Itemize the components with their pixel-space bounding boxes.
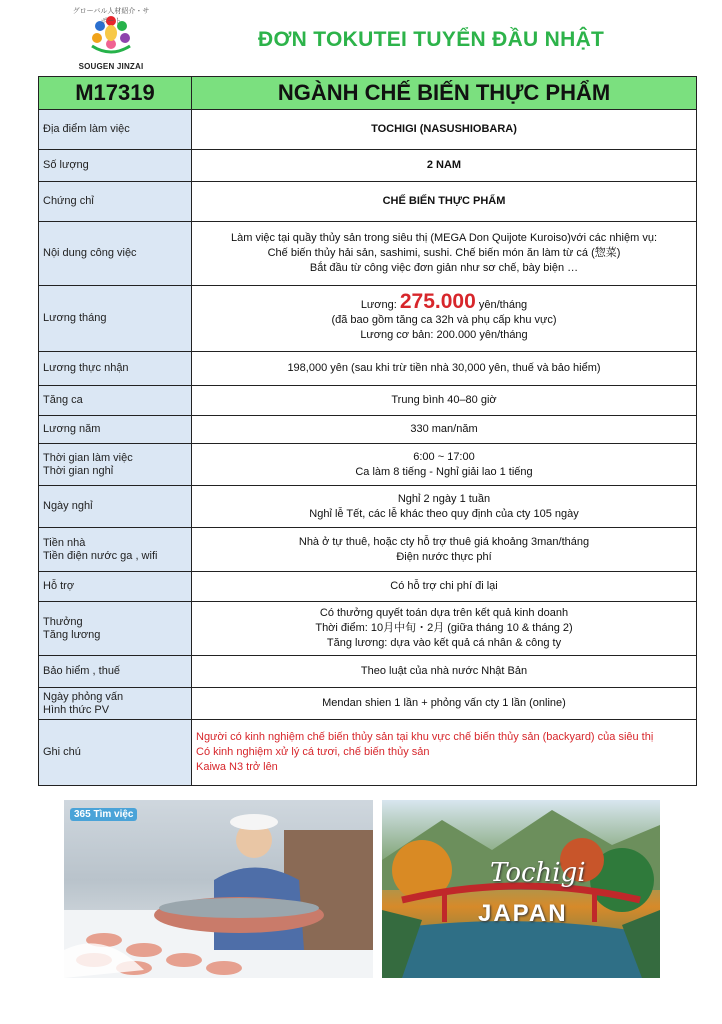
row-label: Hỗ trợ (39, 572, 192, 602)
row-label: Tăng ca (39, 386, 192, 416)
table-row (39, 286, 697, 352)
row-label (39, 528, 192, 572)
monthly-salary-value (192, 286, 697, 352)
notes-line: Có kinh nghiệm xử lý cá tươi, chế biến thủy sản (196, 746, 430, 758)
row-label: Nội dung công việc (39, 222, 192, 286)
table-row (39, 486, 697, 528)
annual-salary-value: 330 man/năm (192, 416, 697, 444)
japan-caption: JAPAN (478, 900, 568, 927)
table-row (39, 222, 697, 286)
salary-prefix: Lương: (360, 299, 397, 311)
logo-text: SOUGEN JINZAI (78, 62, 144, 71)
tochigi-bridge-illustration (382, 800, 660, 978)
table-row (39, 528, 697, 572)
location-value: TOCHIGI (NASUSHIOBARA) (192, 110, 697, 150)
housing-line: Nhà ở tự thuê, hoặc cty hỗ trợ thuê giá khoảng 3man/tháng (298, 535, 590, 548)
row-label-line: Ngày phỏng vấn (43, 690, 124, 703)
job-content-value (192, 222, 697, 286)
salary-suffix: yên/tháng (478, 299, 528, 311)
brand-tag: 365 Tìm việc (70, 808, 137, 821)
notes-line: Kaiwa N3 trở lên (196, 761, 278, 773)
table-row (39, 572, 697, 602)
tochigi-caption: Tochigi (490, 858, 586, 888)
row-label: Lương tháng (39, 286, 192, 352)
table-row (39, 602, 697, 656)
fish-worker-photo (64, 800, 373, 978)
overtime-value: Trung bình 40–80 giờ (192, 386, 697, 416)
row-label: Ghi chú (39, 720, 192, 786)
work-time-value (192, 444, 697, 486)
job-info-table (38, 76, 697, 786)
row-label-line: Hình thức PV (43, 703, 110, 716)
logo-arc-text: グローバル人材紹介・サポート (72, 8, 150, 25)
row-label-line: Tăng lương (43, 628, 101, 641)
row-label: Địa điểm làm việc (39, 110, 192, 150)
page-header (0, 0, 722, 76)
row-label (39, 444, 192, 486)
table-header-row (39, 77, 697, 110)
table-row (39, 110, 697, 150)
base-salary-note: Lương cơ bản: 200.000 yên/tháng (360, 329, 528, 341)
holidays-line: Nghỉ 2 ngày 1 tuần (397, 492, 491, 505)
net-salary-value: 198,000 yên (sau khi trừ tiền nhà 30,000 yên, thuế và bảo hiểm) (192, 352, 697, 386)
housing-line: Điện nước thực phí (396, 550, 492, 563)
job-code: M17319 (39, 77, 192, 110)
certificate-value: CHẾ BIẾN THỰC PHẨM (192, 182, 697, 222)
job-content-line: Làm việc tại quầy thủy sản trong siêu thị (MEGA Don Quijote Kuroiso)với các nhiệm vụ: (230, 232, 658, 244)
bonus-line: Tăng lương: dựa vào kết quả cá nhân & công ty (326, 637, 562, 649)
industry-title: NGÀNH CHẾ BIẾN THỰC PHẨM (192, 77, 697, 110)
row-label-line: Thời gian nghỉ (43, 464, 114, 477)
table-row (39, 720, 697, 786)
row-label: Ngày nghỉ (39, 486, 192, 528)
housing-value (192, 528, 697, 572)
table-row (39, 416, 697, 444)
row-label-line: Thời gian làm việc (43, 451, 133, 464)
insurance-value: Theo luật của nhà nước Nhật Bản (192, 656, 697, 688)
bonus-line: Thời điểm: 10月中旬・2月 (giữa tháng 10 & tháng 2) (315, 622, 573, 634)
notes-line: Người có kinh nghiệm chế biến thủy sản tại khu vực chế biến thủy sản (backyard) của siêu thị (196, 731, 654, 743)
table-row (39, 386, 697, 416)
holidays-value (192, 486, 697, 528)
quantity-value: 2 NAM (192, 150, 697, 182)
row-label: Số lượng (39, 150, 192, 182)
work-time-line: 6:00 ~ 17:00 (413, 450, 475, 463)
salary-amount: 275.000 (399, 290, 476, 313)
row-label-line: Tiền điện nước ga , wifi (43, 549, 158, 562)
table-row (39, 656, 697, 688)
tochigi-photo (382, 800, 660, 978)
job-content-line: Bắt đầu từ công việc đơn giản như sơ chế, bày biện … (309, 262, 579, 274)
table-row (39, 444, 697, 486)
row-label (39, 688, 192, 720)
bonus-value (192, 602, 697, 656)
table-row (39, 150, 697, 182)
interview-value: Mendan shien 1 lần + phỏng vấn cty 1 lần (online) (192, 688, 697, 720)
row-label-line: Tiền nhà (43, 536, 86, 549)
row-label: Chứng chỉ (39, 182, 192, 222)
row-label: Lương thực nhận (39, 352, 192, 386)
table-row (39, 182, 697, 222)
notes-value (192, 720, 697, 786)
support-value: Có hỗ trợ chi phí đi lại (192, 572, 697, 602)
bonus-line: Có thưởng quyết toán dựa trên kết quả kinh doanh (319, 607, 569, 619)
holidays-line: Nghỉ lễ Tết, các lễ khác theo quy định của cty 105 ngày (309, 507, 579, 520)
table-row (39, 688, 697, 720)
company-logo (70, 6, 152, 74)
table-row (39, 352, 697, 386)
row-label: Lương năm (39, 416, 192, 444)
job-content-line: Chế biến thủy hải sản, sashimi, sushi. Chế biến món ăn làm từ cá (惣菜) (267, 247, 621, 259)
row-label: Bảo hiểm , thuế (39, 656, 192, 688)
fish-worker-illustration (64, 800, 373, 978)
row-label (39, 602, 192, 656)
document-title: ĐƠN TOKUTEI TUYỂN ĐẦU NHẬT (258, 28, 605, 51)
work-time-line: Ca làm 8 tiếng - Nghỉ giải lao 1 tiếng (355, 465, 533, 478)
photo-strip (0, 800, 722, 978)
row-label-line: Thưởng (43, 615, 83, 628)
salary-note: (đã bao gồm tăng ca 32h và phụ cấp khu vực) (331, 314, 557, 326)
